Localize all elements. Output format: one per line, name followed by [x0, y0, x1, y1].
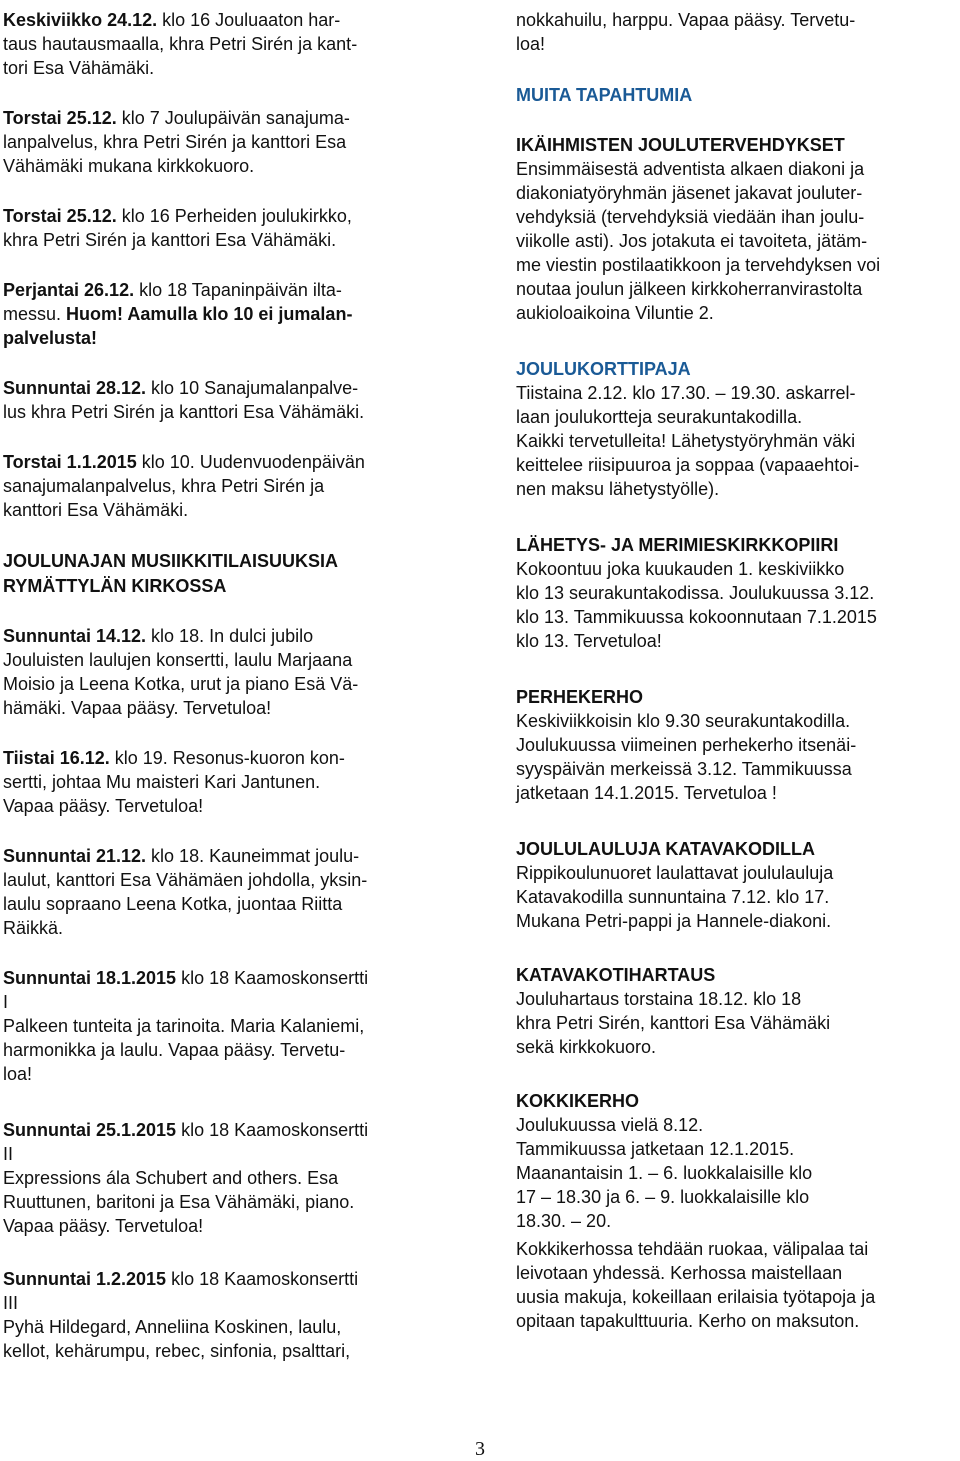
right-text-line [516, 909, 831, 933]
bold-text-run: Torstai 1.1.2015 [3, 452, 137, 472]
bold-text-run: Keskiviikko 24.12. [3, 10, 158, 30]
text-run: taus hautausmaalla, khra Petri Sirén ja kant- [3, 34, 358, 54]
left-text-line [3, 696, 271, 720]
text-run: Keskiviikkoisin klo 9.30 seurakuntakodilla. [516, 711, 851, 731]
page-number: 3 [475, 1438, 485, 1460]
text-run: sertti, johtaa Mu maisteri Kari Jantunen. [3, 772, 321, 792]
left-text-line [3, 1267, 358, 1291]
text-run: laulut, kanttori Esa Vähämäen johdolla, yksin- [3, 870, 368, 890]
text-run: 17 ‒ 18.30 ja 6. ‒ 9. luokkalaisille klo [516, 1187, 810, 1207]
text-run: vehdyksiä (tervehdyksiä viedään ihan joulu- [516, 207, 865, 227]
bold-text-run: KATAVAKOTIHARTAUS [516, 965, 716, 985]
text-run: lus khra Petri Sirén ja kanttori Esa Vähämäki. [3, 402, 365, 422]
left-text-line [3, 1142, 13, 1166]
text-run: uusia makuja, kokeillaan erilaisia työtapoja ja [516, 1287, 876, 1307]
right-text-line [516, 581, 874, 605]
text-run: jatketaan 14.1.2015. Tervetuloa ! [516, 783, 777, 803]
left-text-line [3, 32, 357, 56]
right-text-line [516, 1185, 809, 1209]
text-run: me viestin postilaatikkoon ja tervehdyksen voi [516, 255, 881, 275]
bold-text-run: IKÄIHMISTEN JOULUTERVEHDYKSET [516, 135, 845, 155]
right-text-line [516, 781, 777, 805]
text-run: Katavakodilla sunnuntaina 7.12. klo 17. [516, 887, 830, 907]
left-text-line [3, 1118, 368, 1142]
bold-text-run: KOKKIKERHO [516, 1091, 640, 1111]
text-run: Kaikki tervetulleita! Lähetystyöryhmän väki [516, 431, 856, 451]
left-text-line [3, 624, 313, 648]
text-run: klo 13. Tervetuloa! [516, 631, 662, 651]
right-text-line [516, 8, 855, 32]
bold-text-run: JOULUKORTTIPAJA [516, 359, 691, 379]
bold-text-run: Torstai 25.12. [3, 108, 117, 128]
left-text-line [3, 1339, 350, 1363]
text-run: Maanantaisin 1. ‒ 6. luokkalaisille klo [516, 1163, 813, 1183]
section-heading-joululauluja-katavakodilla [516, 837, 815, 861]
left-text-line [3, 376, 358, 400]
text-run: Pyhä Hildegard, Anneliina Koskinen, laulu, [3, 1317, 342, 1337]
text-run: diakoniatyöryhmän jäsenet jakavat jouluter- [516, 183, 863, 203]
right-text-line [516, 157, 864, 181]
left-text-line [3, 1038, 345, 1062]
text-run: Räikkä. [3, 918, 64, 938]
text-run: kellot, kehärumpu, rebec, sinfonia, psalttari, [3, 1341, 351, 1361]
right-text-line [516, 1237, 868, 1261]
text-run: Joulukuussa vielä 8.12. [516, 1115, 704, 1135]
left-text-line [3, 966, 368, 990]
right-text-line [516, 1161, 812, 1185]
section-heading-ikäihmisten-joulutervehdykset [516, 133, 845, 157]
right-text-line [516, 229, 867, 253]
bold-text-run: RYMÄTTYLÄN KIRKOSSA [3, 576, 227, 596]
text-run: Ensimmäisestä adventista alkaen diakoni ja [516, 159, 865, 179]
text-run: Mukana Petri-pappi ja Hannele-diakoni. [516, 911, 832, 931]
text-run: opitaan tapakulttuuria. Kerho on maksuton. [516, 1311, 860, 1331]
text-run: aukioloaikoina Viluntie 2. [516, 303, 714, 323]
text-run: Rippikoulunuoret laulattavat joululauluja [516, 863, 834, 883]
left-text-line [3, 672, 358, 696]
text-run: klo 18 Kaamoskonsertti [176, 968, 369, 988]
right-text-line [516, 1309, 859, 1333]
text-run: hämäki. Vapaa pääsy. Tervetuloa! [3, 698, 272, 718]
text-run: 18.30. ‒ 20. [516, 1211, 612, 1231]
text-run: Vapaa pääsy. Tervetuloa! [3, 796, 204, 816]
right-text-line [516, 757, 852, 781]
text-run: klo 18 Kaamoskonsertti [176, 1120, 369, 1140]
left-text-line [3, 1166, 338, 1190]
bold-text-run: Sunnuntai 28.12. [3, 378, 147, 398]
right-text-line [516, 709, 850, 733]
left-text-line [3, 892, 342, 916]
bold-text-run: JOULULAULUJA KATAVAKODILLA [516, 839, 815, 859]
text-run: syyspäivän merkeissä 3.12. Tammikuussa [516, 759, 852, 779]
text-run: klo 13 seurakuntakodissa. Joulukuussa 3.12. [516, 583, 875, 603]
left-text-line [3, 1291, 18, 1315]
right-text-line [516, 301, 714, 325]
text-run: II [3, 1144, 14, 1164]
text-run: Kokkikerhossa tehdään ruokaa, välipalaa tai [516, 1239, 869, 1259]
left-text-line [3, 204, 352, 228]
right-text-line [516, 1285, 875, 1309]
text-run: loa! [516, 34, 546, 54]
text-run: Jouluisten laulujen konsertti, laulu Marjaana [3, 650, 353, 670]
section-heading-joulunajan-musiikkitilaisuuksia [3, 549, 338, 573]
text-run: laulu sopraano Leena Kotka, juontaa Riitta [3, 894, 343, 914]
text-run: keittelee riisipuuroa ja soppaa (vapaaehtoi- [516, 455, 860, 475]
text-run: klo 16 Jouluaaton har- [157, 10, 341, 30]
left-text-line [3, 228, 336, 252]
left-text-line [3, 1214, 203, 1238]
bold-text-run: Huom! Aamulla klo 10 ei jumalan- [66, 304, 353, 324]
text-run: Palkeen tunteita ja tarinoita. Maria Kalaniemi, [3, 1016, 365, 1036]
bold-text-run: Torstai 25.12. [3, 206, 117, 226]
left-text-line [3, 1062, 32, 1086]
left-text-line [3, 844, 359, 868]
left-text-line [3, 990, 8, 1014]
left-text-line [3, 400, 364, 424]
right-text-line [516, 1261, 842, 1285]
right-text-line [516, 1137, 794, 1161]
text-run: klo 16 Perheiden joulukirkko, [116, 206, 352, 226]
left-text-line [3, 1190, 354, 1214]
text-run: khra Petri Sirén, kanttori Esa Vähämäki [516, 1013, 831, 1033]
left-text-line [3, 106, 350, 130]
text-run: sekä kirkkokuoro. [516, 1037, 657, 1057]
bold-text-run: Perjantai 26.12. [3, 280, 135, 300]
text-run: Vapaa pääsy. Tervetuloa! [3, 1216, 204, 1236]
text-run: harmonikka ja laulu. Vapaa pääsy. Tervetu- [3, 1040, 346, 1060]
right-text-line [516, 1113, 703, 1137]
section-heading-kokkikerho [516, 1089, 639, 1113]
text-run: viikolle asti). Jos jotakuta ei tavoiteta, jätäm- [516, 231, 868, 251]
text-run: klo 18. In dulci jubilo [146, 626, 314, 646]
right-text-line [516, 1035, 656, 1059]
text-run: III [3, 1293, 19, 1313]
right-text-line [516, 253, 880, 277]
bold-text-run: PERHEKERHO [516, 687, 644, 707]
left-text-line [3, 326, 97, 350]
left-text-line [3, 1315, 341, 1339]
left-text-line [3, 474, 324, 498]
section-heading-lähetys-ja-merimieskirkkopiiri [516, 533, 838, 557]
text-run: Expressions ála Schubert and others. Esa [3, 1168, 339, 1188]
text-run: nen maksu lähetystyölle). [516, 479, 720, 499]
text-run: klo 18 Tapaninpäivän ilta- [134, 280, 342, 300]
text-run: lanpalvelus, khra Petri Sirén ja kanttori Esa [3, 132, 347, 152]
text-run: laan joulukortteja seurakuntakodilla. [516, 407, 803, 427]
bold-text-run: palvelusta! [3, 328, 98, 348]
text-run: Moisio ja Leena Kotka, urut ja piano Esä Vä- [3, 674, 359, 694]
text-run: loa! [3, 1064, 33, 1084]
text-run: klo 18. Kauneimmat joulu- [146, 846, 360, 866]
right-text-line [516, 1209, 611, 1233]
text-run: I [3, 992, 9, 1012]
right-text-line [516, 557, 844, 581]
right-text-line [516, 477, 719, 501]
text-run: klo 19. Resonus-kuoron kon- [109, 748, 345, 768]
section-heading-rymättylän-kirkossa [3, 574, 226, 598]
right-text-line [516, 605, 877, 629]
right-text-line [516, 629, 662, 653]
left-text-line [3, 130, 346, 154]
bold-text-run: Sunnuntai 1.2.2015 [3, 1269, 167, 1289]
left-text-line [3, 770, 320, 794]
text-run: Ruuttunen, baritoni ja Esa Vähämäki, piano. [3, 1192, 355, 1212]
text-run: Joulukuussa viimeinen perhekerho itsenäi- [516, 735, 857, 755]
text-run: klo 7 Joulupäivän sanajuma- [116, 108, 350, 128]
text-run: klo 10 Sanajumalanpalve- [146, 378, 359, 398]
left-text-line [3, 8, 340, 32]
right-text-line [516, 733, 856, 757]
bold-text-run: Sunnuntai 18.1.2015 [3, 968, 177, 988]
right-text-line [516, 277, 862, 301]
text-run: messu. [3, 304, 67, 324]
text-run: noutaa joulun jälkeen kirkkoherranvirastolta [516, 279, 863, 299]
text-run: klo 13. Tammikuussa kokoonnutaan 7.1.2015 [516, 607, 877, 627]
right-text-line [516, 861, 833, 885]
text-run: Kokoontuu joka kuukauden 1. keskiviikko [516, 559, 845, 579]
left-text-line [3, 746, 345, 770]
text-run: Tammikuussa jatketaan 12.1.2015. [516, 1139, 795, 1159]
section-heading-joulukorttipaja [516, 357, 691, 381]
right-text-line [516, 885, 829, 909]
text-run: nokkahuilu, harppu. Vapaa pääsy. Tervetu- [516, 10, 856, 30]
right-text-line [516, 381, 856, 405]
left-text-line [3, 302, 352, 326]
text-run: Tiistaina 2.12. klo 17.30. ‒ 19.30. askarrel- [516, 383, 856, 403]
left-text-line [3, 56, 154, 80]
bold-text-run: Sunnuntai 25.1.2015 [3, 1120, 177, 1140]
right-text-line [516, 1011, 830, 1035]
right-text-line [516, 405, 802, 429]
text-run: tori Esa Vähämäki. [3, 58, 155, 78]
bold-text-run: Sunnuntai 14.12. [3, 626, 147, 646]
left-text-line [3, 794, 203, 818]
text-run: klo 18 Kaamoskonsertti [166, 1269, 359, 1289]
text-run: klo 10. Uudenvuodenpäivän [136, 452, 365, 472]
text-run: kanttori Esa Vähämäki. [3, 500, 189, 520]
section-heading-muita-tapahtumia [516, 83, 692, 107]
text-run: Vähämäki mukana kirkkokuoro. [3, 156, 255, 176]
left-text-line [3, 916, 63, 940]
bold-text-run: Tiistai 16.12. [3, 748, 110, 768]
text-run: Jouluhartaus torstaina 18.12. klo 18 [516, 989, 802, 1009]
bold-text-run: LÄHETYS- JA MERIMIESKIRKKOPIIRI [516, 535, 839, 555]
left-text-line [3, 278, 342, 302]
bold-text-run: JOULUNAJAN MUSIIKKITILAISUUKSIA [3, 551, 339, 571]
left-text-line [3, 1014, 364, 1038]
right-text-line [516, 205, 864, 229]
right-text-line [516, 181, 862, 205]
bold-text-run: Sunnuntai 21.12. [3, 846, 147, 866]
section-heading-perhekerho [516, 685, 643, 709]
section-heading-katavakotihartaus [516, 963, 715, 987]
right-text-line [516, 32, 545, 56]
left-text-line [3, 154, 254, 178]
right-text-line [516, 429, 855, 453]
left-text-line [3, 450, 365, 474]
left-text-line [3, 648, 352, 672]
text-run: sanajumalanpalvelus, khra Petri Sirén ja [3, 476, 325, 496]
left-text-line [3, 868, 367, 892]
text-run: leivotaan yhdessä. Kerhossa maistellaan [516, 1263, 843, 1283]
right-text-line [516, 987, 801, 1011]
text-run: khra Petri Sirén ja kanttori Esa Vähämäki. [3, 230, 337, 250]
bold-text-run: MUITA TAPAHTUMIA [516, 85, 693, 105]
right-text-line [516, 453, 859, 477]
left-text-line [3, 498, 188, 522]
